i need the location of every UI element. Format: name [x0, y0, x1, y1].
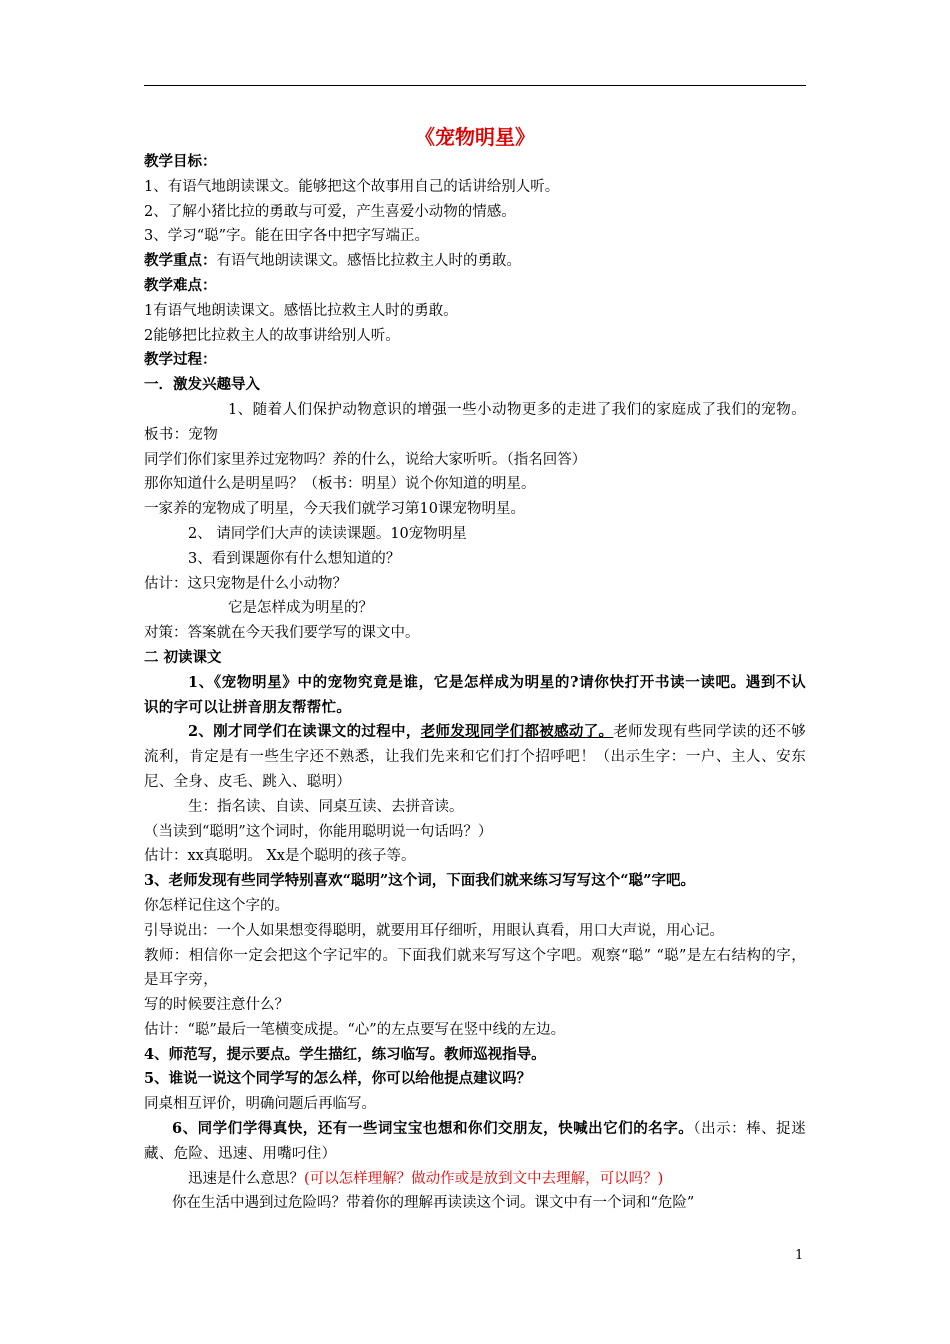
- goal-1: 1、有语气地朗读课文。能够把这个故事用自己的话讲给别人听。: [144, 178, 560, 195]
- page-title: 《宠物明星》: [415, 125, 535, 149]
- difficulty-1: 1有语气地朗读课文。感悟比拉救主人时的勇敢。: [144, 302, 458, 319]
- section-2-paragraph: 估计：xx真聪明。 Xx是个聪明的孩子等。: [144, 848, 416, 865]
- section-2-paragraph: （当读到“聪明”这个词时，你能用聪明说一句话吗？）: [144, 823, 493, 840]
- section-2-paragraph: 5、谁说一说这个同学写的怎么样，你可以给他提点建议吗？: [144, 1070, 532, 1088]
- section-1-paragraph: 一家养的宠物成了明星，今天我们就学习第10课宠物明星。: [144, 501, 525, 518]
- key-point-label: 教学重点：: [144, 252, 217, 270]
- section-1-heading: 一．激发兴趣导入: [144, 376, 260, 394]
- section-2-paragraph: 生：指名读、自读、同桌互读、去拼音读。: [188, 798, 464, 815]
- header-rule: [144, 85, 806, 86]
- goals-heading: 教学目标：: [144, 153, 217, 170]
- section-2-text: 老师发现有些同学读的还不够流利，肯定是有一些生字还不熟悉，让我们先来和它们打个招呼吧！（出示生字：一户、主人、安东尼、全身、皮毛、跳入、聪明）: [144, 724, 806, 790]
- goal-3: 3、学习“聪”字。能在田字各中把字写端正。: [144, 228, 430, 245]
- goal-2: 2、了解小猪比拉的勇敢与可爱，产生喜爱小动物的情感。: [144, 203, 516, 220]
- section-2-bold-text: 6、同学们学得真快，还有一些词宝宝也想和你们交朋友，快喊出它们的名字。: [172, 1120, 694, 1138]
- key-point-text: 有语气地朗读课文。感悟比拉救主人时的勇敢。: [216, 253, 521, 270]
- key-point: [144, 249, 806, 274]
- section-2-paragraph: [144, 720, 806, 794]
- section-2-paragraph: [144, 1117, 806, 1167]
- difficulty-2: 2能够把比拉救主人的故事讲给别人听。: [144, 327, 400, 344]
- section-2-paragraph: 引导说出：一个人如果想变得聪明，就要用耳仔细听，用眼认真看，用口大声说，用心记。: [144, 922, 724, 939]
- section-1-paragraph: 对策：答案就在今天我们要学写的课文中。: [144, 625, 420, 642]
- section-2-paragraph: 你怎样记住这个字的。: [144, 897, 289, 914]
- section-1-paragraph: 那你知道什么是明星吗？（板书：明星）说个你知道的明星。: [144, 476, 536, 493]
- section-2-red-note: (可以怎样理解？做动作或是放到文中去理解，可以吗？): [304, 1170, 664, 1187]
- section-2-text: 迅速是什么意思？: [188, 1170, 304, 1187]
- process-heading: 教学过程：: [144, 351, 217, 369]
- section-2-heading: 二 初读课文: [144, 648, 222, 666]
- section-1-paragraph: 它是怎样成为明星的？: [228, 600, 373, 617]
- section-2-underlined-text: 老师发现同学们都被感动了。: [420, 723, 614, 741]
- section-2-paragraph: 你在生活中遇到过危险吗？带着你的理解再读读这个词。课文中有一个词和“危险”: [172, 1195, 695, 1212]
- section-2-paragraph: 写的时候要注意什么？: [144, 997, 289, 1014]
- section-2-text: （出示：棒、捉迷藏、危险、迅速、用嘴叼住）: [144, 1121, 806, 1162]
- section-2-paragraph: 3、老师发现有些同学特别喜欢“聪明”这个词，下面我们就来练习写写这个“聪”字吧。: [144, 872, 695, 890]
- section-2-paragraph: 教师：相信你一定会把这个字记牢的。下面我们就来写写这个字吧。观察“聪” “聪”是左右结构的字，是耳字旁，: [144, 947, 806, 989]
- section-2-paragraph: 估计：“聪”最后一笔横变成提。“心”的左点要写在竖中线的左边。: [144, 1021, 566, 1038]
- section-2-bold-text: 2、刚才同学们在读课文的过程中，: [188, 723, 421, 741]
- section-1-paragraph: 3、看到课题你有什么想知道的？: [188, 550, 401, 567]
- page-number: 1: [795, 1248, 804, 1263]
- section-2-paragraph: [144, 1167, 806, 1192]
- section-2-paragraph: 4、师范写，提示要点。学生描红，练习临写。教师巡视指导。: [144, 1045, 546, 1063]
- section-2-paragraph: 同桌相互评价，明确问题后再临写。: [144, 1096, 376, 1113]
- section-1-paragraph: 1、随着人们保护动物意识的增强一些小动物更多的走进了我们的家庭成了我们的宠物。板书：宠物: [144, 401, 806, 443]
- section-1-paragraph: 同学们你们家里养过宠物吗？养的什么，说给大家听听。（指名回答）: [144, 451, 587, 468]
- difficulty-heading: 教学难点：: [144, 276, 217, 294]
- section-1-paragraph: 2、 请同学们大声的读读课题。10宠物明星: [188, 525, 467, 542]
- section-1-paragraph: 估计：这只宠物是什么小动物？: [144, 575, 347, 592]
- document-body: [144, 150, 806, 1216]
- section-2-paragraph: 1、《宠物明星》中的宠物究竟是谁，它是怎样成为明星的?请你快打开书读一读吧。遇到不认识的字可以让拼音朋友帮帮忙。: [144, 673, 806, 716]
